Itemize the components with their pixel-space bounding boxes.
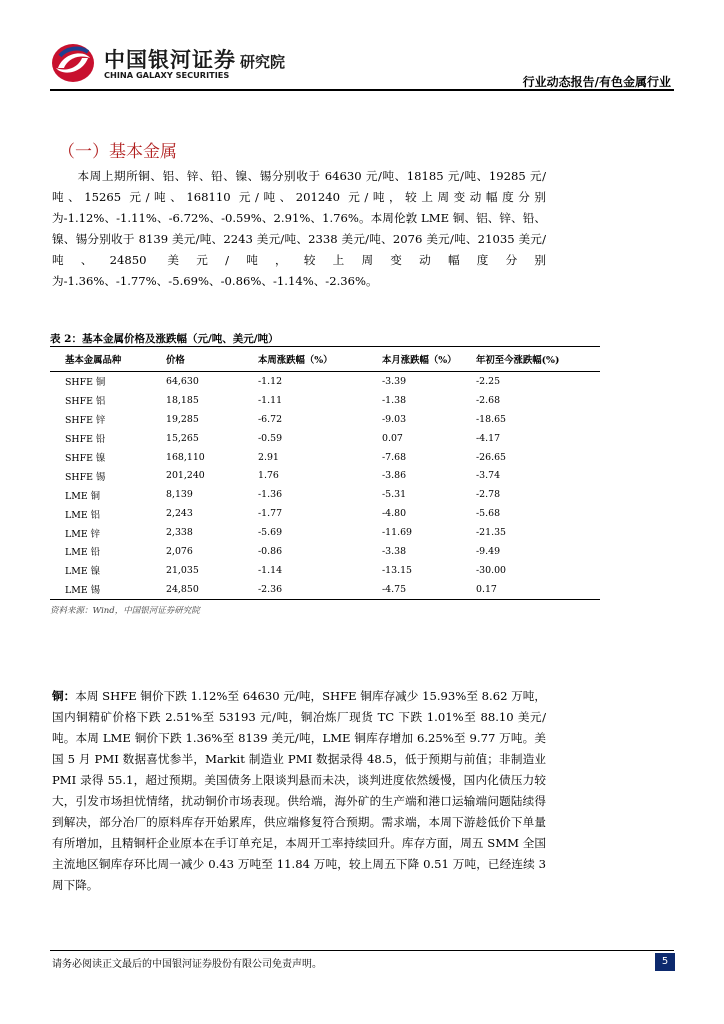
table-cell: -9.49 [476, 545, 501, 557]
table-caption: 表 2：基本金属价格及涨跌幅（元/吨、美元/吨） [50, 333, 279, 345]
table-cell: -6.72 [258, 413, 283, 425]
table-source: 资料来源：Wind，中国银河证券研究院 [50, 606, 200, 616]
institute-label: 研究院 [240, 53, 286, 71]
table-cell: -1.77 [258, 508, 283, 520]
header-cell: 年初至今涨跌幅(%) [476, 347, 600, 372]
table-cell: -0.59 [258, 432, 283, 444]
table-cell: -1.14 [258, 564, 283, 576]
table-cell: -13.15 [382, 564, 413, 576]
section-title: （一）基本金属 [58, 142, 177, 162]
table-row [50, 504, 600, 523]
table-cell: SHFE 铜 [65, 377, 106, 389]
metal-price-table [50, 346, 600, 600]
table-cell: LME 镍 [65, 566, 101, 578]
table-cell: -26.65 [476, 451, 507, 463]
table-cell: SHFE 锡 [65, 471, 106, 483]
table-cell: -3.74 [476, 470, 501, 482]
table-cell: -2.68 [476, 394, 501, 406]
table-header-row [50, 347, 600, 372]
table-cell: LME 锌 [65, 528, 101, 540]
copper-lead: 铜： [52, 689, 76, 703]
table-row [50, 580, 600, 599]
table-cell: LME 锡 [50, 580, 166, 599]
header-cell: 价格 [166, 347, 258, 372]
table-cell: 2,243 [166, 508, 193, 520]
table-cell: -9.03 [382, 413, 407, 425]
header-cell: 基本金属品种 [50, 347, 166, 372]
table-cell: -1.12 [258, 375, 283, 387]
footer-disclaimer: 请务必阅读正文最后的中国银河证券股份有限公司免责声明。 [52, 959, 322, 970]
table-cell: -11.69 [382, 527, 413, 539]
table-row [50, 542, 600, 561]
page-number: 5 [655, 953, 675, 971]
table-cell: 1.76 [258, 470, 279, 482]
report-type: 行业动态报告/有色金属行业 [522, 75, 671, 89]
table-cell: LME 铝 [65, 509, 101, 521]
table-cell: -5.31 [382, 489, 407, 501]
table-cell: -3.38 [382, 545, 407, 557]
table-cell: -3.86 [382, 470, 407, 482]
table-row [50, 429, 600, 448]
table-cell: -2.78 [476, 489, 501, 501]
table-cell: -4.80 [382, 508, 407, 520]
table-cell: 2,076 [166, 545, 193, 557]
table-cell: 64,630 [166, 375, 199, 387]
table-cell: -2.25 [476, 375, 501, 387]
table-cell: -1.36 [258, 489, 283, 501]
table-cell: 21,035 [166, 564, 199, 576]
table-cell: 24,850 [166, 580, 258, 599]
table-cell: SHFE 镍 [65, 453, 106, 464]
table-cell: -5.69 [258, 527, 283, 539]
table-cell: 19,285 [166, 413, 199, 425]
company-name-en: CHINA GALAXY SECURITIES [104, 70, 230, 80]
table-cell: -5.68 [476, 508, 501, 520]
table-cell: -4.17 [476, 432, 501, 444]
table-cell: -1.11 [258, 394, 283, 406]
table-cell: -3.39 [382, 375, 407, 387]
table-row [50, 448, 600, 467]
table-cell: -1.38 [382, 394, 407, 406]
table-cell: 0.17 [476, 580, 600, 599]
table-cell: -30.00 [476, 564, 507, 576]
galaxy-logo-icon [50, 42, 96, 84]
section-paragraph: 本周上期所铜、铝、锌、铅、镍、锡分别收于 64630 元/吨、18185 元/吨、19285 元/吨、15265 元/吨、168110 元/吨、201240 元/吨，较上周变动幅度分别为-1.12%、-1.11%、-6.72%、-0.59%、2.91%、1.76%。本周伦敦 LME 铜、铝、锌、铅、镍、锡分别收于 8139 美元/吨、2243 美元/吨、2338 美元/吨、2076 美元/吨、21035 美元/吨、24850 美元/吨，较上周变动幅度分别为-1.36%、-1.77%、-5.69%、-0.86%、-1.14%、-2.36%。 [52, 169, 546, 288]
table-cell: 18,185 [166, 394, 199, 406]
table-row [50, 410, 600, 429]
copper-text: 本周 SHFE 铜价下跌 1.12%至 64630 元/吨，SHFE 铜库存减少 15.93%至 8.62 万吨，国内铜精矿价格下跌 2.51%至 53193 元/吨，铜冶炼厂现货 TC 下跌 1.01%至 88.10 美元/吨。本周 LME 铜价下跌 1.36%至 8139 美元/吨，LME 铜库存增加 6.25%至 9.77 万吨。美国 5 月 PMI 数据喜忧参半，Markit 制造业 PMI 数据录得 48.5，低于预期与前值；非制造业 PMI 录得 55.1，超过预期。美国债务上限谈判悬而未决，谈判进度依然缓慢，国内化债压力较大，引发市场担忧情绪，扰动铜价市场表现。供给端，海外矿的生产端和港口运输端问题陆续得到解决，部分冶厂的原料库存开始累库，供应端修复符合预期。需求端，本周下游趁低价下单量有所增加，且精铜杆企业原本在手订单充足，本周开工率持续回升。库存方面，周五 SMM 全国主流地区铜库存环比周一减少 0.43 万吨至 11.84 万吨，较上周五下降 0.51 万吨，已经连续 3 周下降。 [52, 689, 546, 892]
table-cell: -21.35 [476, 527, 507, 539]
header-cell: 本月涨跌幅（%） [382, 347, 476, 372]
table-cell: -2.36 [258, 580, 382, 599]
table-cell: 0.07 [382, 432, 403, 444]
table-row [50, 561, 600, 580]
table-cell: LME 铅 [65, 547, 101, 559]
table-cell: SHFE 铝 [65, 396, 106, 408]
table-cell: 2,338 [166, 527, 193, 539]
header-cell: 本周涨跌幅（%） [258, 347, 382, 372]
table-cell: SHFE 铅 [65, 434, 106, 446]
table-row [50, 466, 600, 485]
copper-paragraph [52, 686, 546, 896]
table-cell: 2.91 [258, 451, 279, 463]
footer-divider [50, 950, 674, 951]
table-row [50, 485, 600, 504]
table-row [50, 372, 600, 391]
table-cell: 201,240 [166, 470, 205, 482]
table-cell: 15,265 [166, 432, 199, 444]
header-divider [50, 89, 674, 91]
table-cell: -0.86 [258, 545, 283, 557]
table-cell: 8,139 [166, 489, 193, 501]
table-cell: -7.68 [382, 451, 407, 463]
company-name-cn: 中国银河证券 [104, 48, 236, 72]
table-cell: 168,110 [166, 451, 205, 463]
table-row [50, 523, 600, 542]
table-row [50, 391, 600, 410]
table-cell: -18.65 [476, 413, 507, 425]
page-header [0, 0, 724, 92]
table-cell: LME 铜 [65, 490, 101, 502]
table-cell: SHFE 锌 [65, 415, 106, 427]
table-cell: -4.75 [382, 580, 476, 599]
